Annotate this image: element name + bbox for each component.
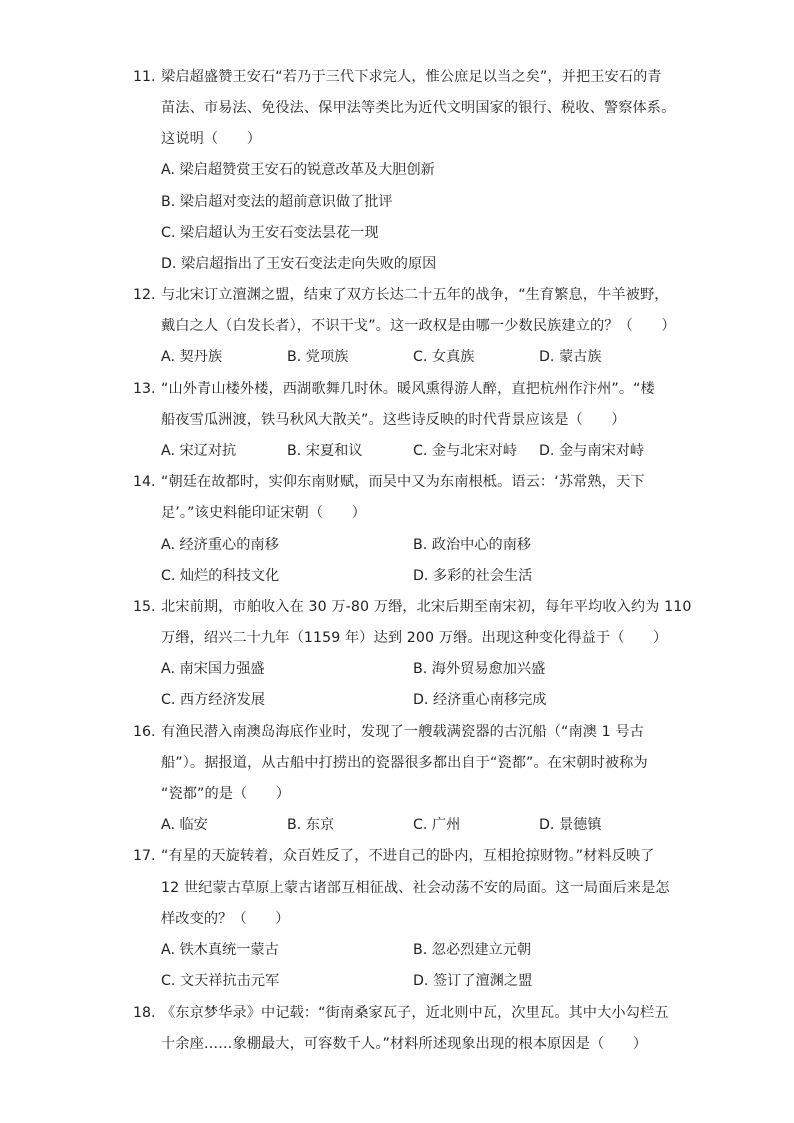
question-stem-line: 与北宋订立澶渊之盟，结束了双方长达二十五年的战争，“生育繁息，牛羊被野， (161, 287, 669, 303)
question-stem-line: 这说明（ ） (161, 131, 262, 147)
question-number: 11. (133, 69, 156, 85)
option-c: C. 灿烂的科技文化 (161, 568, 280, 584)
option-a: A. 南宋国力强盛 (161, 661, 265, 677)
option-a: A. 临安 (161, 817, 208, 833)
option-c: C. 女真族 (413, 349, 475, 365)
option-c: C. 梁启超认为王安石变法昙花一现 (161, 225, 379, 241)
question-stem-line: 有渔民潜入南澳岛海底作业时，发现了一艘载满瓷器的古沉船（“南澳 1 号古 (161, 724, 644, 740)
option-d: D. 景德镇 (539, 817, 602, 833)
option-d: D. 多彩的社会生活 (413, 568, 533, 584)
option-b: B. 宋夏和议 (287, 443, 363, 459)
question-stem-line: 北宋前期，市舶收入在 30 万-80 万缗，北宋后期至南宋初，每年平均收入约为 110 (161, 599, 692, 615)
option-a: A. 梁启超赞赏王安石的锐意改革及大胆创新 (161, 162, 435, 178)
option-a: A. 铁木真统一蒙古 (161, 942, 279, 958)
question-number: 16. (133, 724, 156, 740)
question-number: 14. (133, 474, 156, 490)
question-number: 13. (133, 381, 156, 397)
option-b: B. 党项族 (287, 349, 349, 365)
question-stem-line: 船”）。据报道，从古船中打捞出的瓷器很多都出自于“瓷都”。在宋朝时被称为 (161, 755, 648, 771)
question-number: 12. (133, 287, 156, 303)
option-d: D. 蒙古族 (539, 349, 602, 365)
question-stem-line: “朝廷在故都时，实仰东南财赋，而吴中又为东南根柢。语云：‘苏常熟，天下 (161, 474, 645, 490)
question-number: 15. (133, 599, 156, 615)
question-stem-line: “瓷都”的是（ ） (161, 786, 291, 802)
option-b: B. 海外贸易愈加兴盛 (413, 661, 546, 677)
option-b: B. 梁启超对变法的超前意识做了批评 (161, 194, 393, 210)
question-stem-line: “山外青山楼外楼，西湖歌舞几时休。暖风熏得游人醉，直把杭州作汴州”。“楼 (161, 381, 655, 397)
question-number: 18. (133, 1005, 156, 1021)
option-c: C. 广州 (413, 817, 461, 833)
option-b: B. 东京 (287, 817, 335, 833)
option-d: D. 经济重心南移完成 (413, 692, 547, 708)
option-c: C. 文天祥抗击元军 (161, 973, 280, 989)
question-stem-line: 船夜雪瓜洲渡，铁马秋风大散关”。这些诗反映的时代背景应该是（ ） (161, 412, 626, 428)
question-stem-line: 《东京梦华录》中记载：“街南桑家瓦子，近北则中瓦，次里瓦。其中大小勾栏五 (161, 1005, 669, 1021)
question-stem-line: 戴白之人（白发长者），不识干戈”。这一政权是由哪一少数民族建立的？（ ） (161, 318, 676, 334)
question-stem-line: 梁启超盛赞王安石“若乃于三代下求完人，惟公庶足以当之矣”，并把王安石的青 (161, 69, 662, 85)
question-stem-line: 足’。”该史料能印证宋朝（ ） (161, 505, 366, 521)
option-c: C. 西方经济发展 (161, 692, 266, 708)
option-c: C. 金与北宋对峙 (413, 443, 518, 459)
option-b: B. 忽必烈建立元朝 (413, 942, 532, 958)
option-a: A. 契丹族 (161, 349, 223, 365)
option-d: D. 梁启超指出了王安石变法走向失败的原因 (161, 256, 437, 272)
question-stem-line: 万缗，绍兴二十九年（1159 年）达到 200 万缗。出现这种变化得益于（ ） (161, 630, 668, 646)
question-stem-line: 12 世纪蒙古草原上蒙古诸部互相征战、社会动荡不安的局面。这一局面后来是怎 (161, 880, 670, 896)
option-d: D. 金与南宋对峙 (539, 443, 645, 459)
question-number: 17. (133, 848, 156, 864)
option-d: D. 签订了澶渊之盟 (413, 973, 533, 989)
question-stem-line: 苗法、市易法、免役法、保甲法等类比为近代文明国家的银行、税收、警察体系。 (161, 100, 676, 116)
question-stem-line: 样改变的？（ ） (161, 911, 290, 927)
option-a: A. 宋辽对抗 (161, 443, 237, 459)
question-stem-line: 十余座……象棚最大，可容数千人。”材料所述现象出现的根本原因是（ ） (161, 1036, 648, 1052)
option-a: A. 经济重心的南移 (161, 537, 279, 553)
option-b: B. 政治中心的南移 (413, 537, 532, 553)
question-stem-line: “有星的天旋转着，众百姓反了，不进自己的卧内，互相抢掠财物。”材料反映了 (161, 848, 655, 864)
